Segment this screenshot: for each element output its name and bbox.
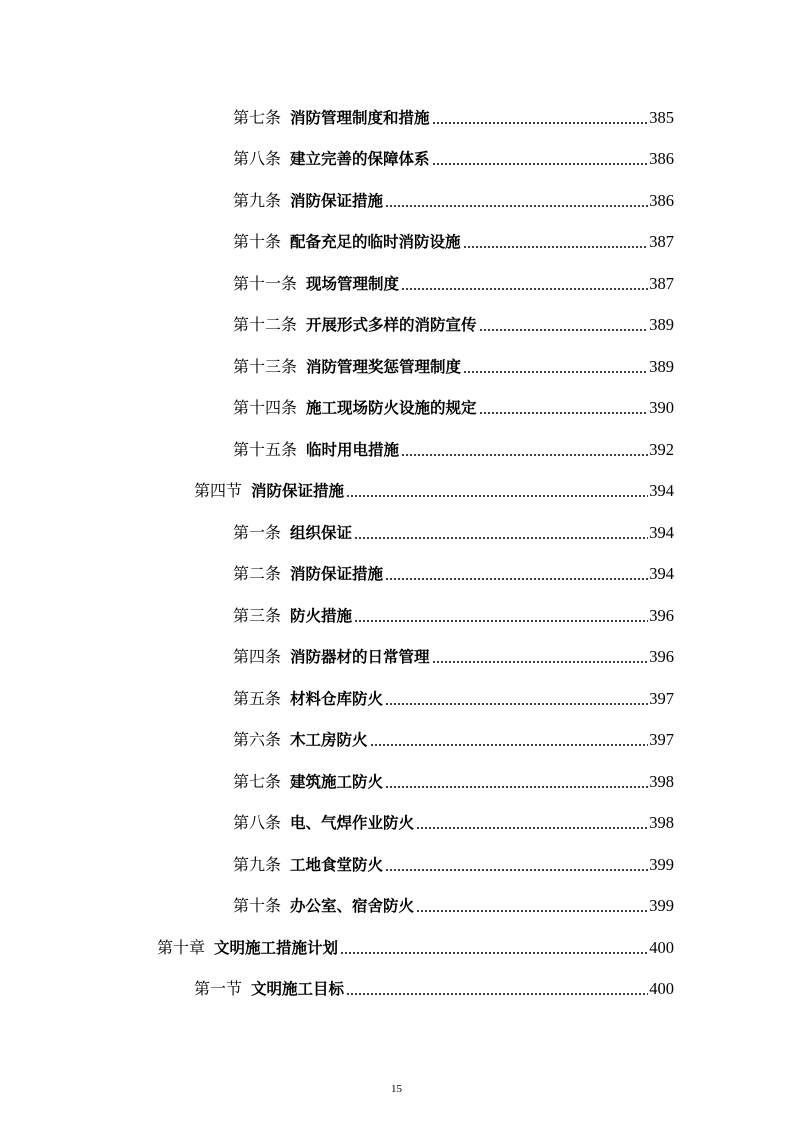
toc-entry-number: 第六条 <box>233 730 282 749</box>
toc-dot-leader <box>479 329 649 331</box>
toc-entry-number: 第十章 <box>157 937 206 957</box>
toc-entry-page: 389 <box>649 356 674 376</box>
toc-entry[interactable] <box>0 424 793 466</box>
page-number: 15 <box>391 1083 402 1095</box>
toc-entry-page: 386 <box>649 149 674 168</box>
toc-entry[interactable] <box>0 383 793 425</box>
toc-dot-leader <box>385 869 648 871</box>
toc-entry-page: 394 <box>649 522 674 542</box>
toc-dot-leader <box>401 454 648 456</box>
toc-entry-number: 第七条 <box>233 771 282 791</box>
toc-dot-leader <box>385 578 648 580</box>
toc-dot-leader <box>385 786 648 788</box>
toc-entry-page: 399 <box>649 854 674 874</box>
toc-entry-title: 建筑施工防火 <box>290 772 384 791</box>
toc-entry-page: 398 <box>649 771 674 791</box>
toc-entry-title: 防火措施 <box>290 606 353 625</box>
toc-entry-number: 第十一条 <box>233 273 298 293</box>
toc-entry-number: 第十条 <box>233 232 282 251</box>
toc-entry-number: 第九条 <box>233 854 282 874</box>
toc-entry-number: 第三条 <box>233 605 282 625</box>
toc-entry-number: 第四节 <box>194 481 243 500</box>
toc-entry-page: 385 <box>649 107 674 127</box>
toc-entry-title: 消防保证措施 <box>290 191 384 210</box>
toc-entry-title: 临时用电措施 <box>306 440 400 459</box>
toc-entry-title: 开展形式多样的消防宣传 <box>306 316 477 334</box>
table-of-contents <box>0 92 793 1005</box>
toc-entry-number: 第一条 <box>233 522 282 542</box>
toc-entry-title: 消防保证措施 <box>290 565 384 583</box>
toc-dot-leader <box>463 246 649 248</box>
toc-entry-number: 第一节 <box>194 979 243 998</box>
toc-entry[interactable] <box>0 134 793 176</box>
toc-entry-title: 文明施工目标 <box>251 980 345 998</box>
toc-dot-leader <box>370 744 649 746</box>
toc-entry-page: 394 <box>649 481 674 500</box>
toc-entry-title: 现场管理制度 <box>306 274 400 293</box>
toc-dot-leader <box>416 827 648 829</box>
toc-entry-page: 396 <box>649 605 674 625</box>
toc-entry-title: 施工现场防火设施的规定 <box>306 399 477 417</box>
toc-dot-leader <box>346 495 648 497</box>
toc-entry-title: 文明施工措施计划 <box>214 938 339 957</box>
toc-entry-page: 400 <box>649 979 674 998</box>
toc-entry-number: 第七条 <box>233 107 282 127</box>
toc-entry[interactable] <box>0 175 793 217</box>
toc-entry-page: 399 <box>649 896 674 915</box>
toc-entry-number: 第五条 <box>233 688 282 708</box>
toc-entry[interactable] <box>0 507 793 549</box>
toc-entry-page: 390 <box>649 398 674 417</box>
toc-entry[interactable] <box>0 839 793 881</box>
toc-entry[interactable] <box>0 258 793 300</box>
toc-entry[interactable] <box>0 673 793 715</box>
toc-entry-title: 消防管理制度和措施 <box>290 108 430 127</box>
toc-dot-leader <box>432 661 649 663</box>
toc-entry-title: 配备充足的临时消防设施 <box>290 233 461 251</box>
toc-entry-number: 第十五条 <box>233 439 298 459</box>
toc-dot-leader <box>432 122 649 124</box>
toc-entry-number: 第十四条 <box>233 398 298 417</box>
toc-entry-title: 木工房防火 <box>290 731 368 749</box>
toc-dot-leader <box>354 537 648 539</box>
toc-dot-leader <box>340 952 648 954</box>
toc-entry[interactable] <box>0 632 793 674</box>
toc-entry[interactable] <box>0 756 793 798</box>
toc-entry-number: 第二条 <box>233 564 282 583</box>
toc-entry-number: 第八条 <box>233 813 282 832</box>
toc-entry-page: 394 <box>649 564 674 583</box>
toc-entry[interactable] <box>0 549 793 591</box>
toc-dot-leader <box>479 412 649 414</box>
toc-entry[interactable] <box>0 217 793 259</box>
toc-dot-leader <box>416 910 648 912</box>
toc-entry[interactable] <box>0 300 793 342</box>
toc-entry-number: 第十二条 <box>233 315 298 334</box>
toc-entry[interactable] <box>0 881 793 923</box>
toc-dot-leader <box>401 288 648 290</box>
toc-entry-page: 400 <box>649 937 674 957</box>
toc-entry-page: 387 <box>649 232 674 251</box>
toc-entry[interactable] <box>0 798 793 840</box>
toc-entry-title: 材料仓库防火 <box>290 689 384 708</box>
toc-entry[interactable] <box>0 92 793 134</box>
toc-entry[interactable] <box>0 341 793 383</box>
toc-dot-leader <box>432 163 649 165</box>
toc-entry-title: 组织保证 <box>290 523 353 542</box>
toc-entry-title: 工地食堂防火 <box>290 855 384 874</box>
toc-entry-number: 第八条 <box>233 149 282 168</box>
toc-entry-title: 消防管理奖惩管理制度 <box>306 357 462 376</box>
toc-section-entry[interactable] <box>0 466 793 508</box>
toc-dot-leader <box>385 205 648 207</box>
toc-entry-title: 办公室、宿舍防火 <box>290 897 415 915</box>
toc-section-entry[interactable] <box>0 964 793 1006</box>
toc-entry-number: 第十三条 <box>233 356 298 376</box>
toc-entry-page: 392 <box>649 439 674 459</box>
toc-chapter-entry[interactable] <box>0 922 793 964</box>
toc-entry-page: 386 <box>649 190 674 210</box>
toc-entry-title: 消防器材的日常管理 <box>290 648 430 666</box>
toc-entry-page: 387 <box>649 273 674 293</box>
toc-entry-title: 建立完善的保障体系 <box>290 150 430 168</box>
toc-entry-page: 397 <box>649 688 674 708</box>
toc-entry[interactable] <box>0 715 793 757</box>
toc-dot-leader <box>385 703 648 705</box>
toc-dot-leader <box>354 620 648 622</box>
toc-entry-number: 第九条 <box>233 190 282 210</box>
toc-entry-page: 389 <box>649 315 674 334</box>
toc-entry-page: 397 <box>649 730 674 749</box>
toc-entry-page: 398 <box>649 813 674 832</box>
toc-entry[interactable] <box>0 590 793 632</box>
toc-entry-title: 消防保证措施 <box>251 482 345 500</box>
toc-entry-number: 第四条 <box>233 647 282 666</box>
toc-entry-title: 电、气焊作业防火 <box>290 814 415 832</box>
toc-dot-leader <box>346 993 648 995</box>
toc-entry-page: 396 <box>649 647 674 666</box>
toc-dot-leader <box>463 371 648 373</box>
toc-entry-number: 第十条 <box>233 896 282 915</box>
